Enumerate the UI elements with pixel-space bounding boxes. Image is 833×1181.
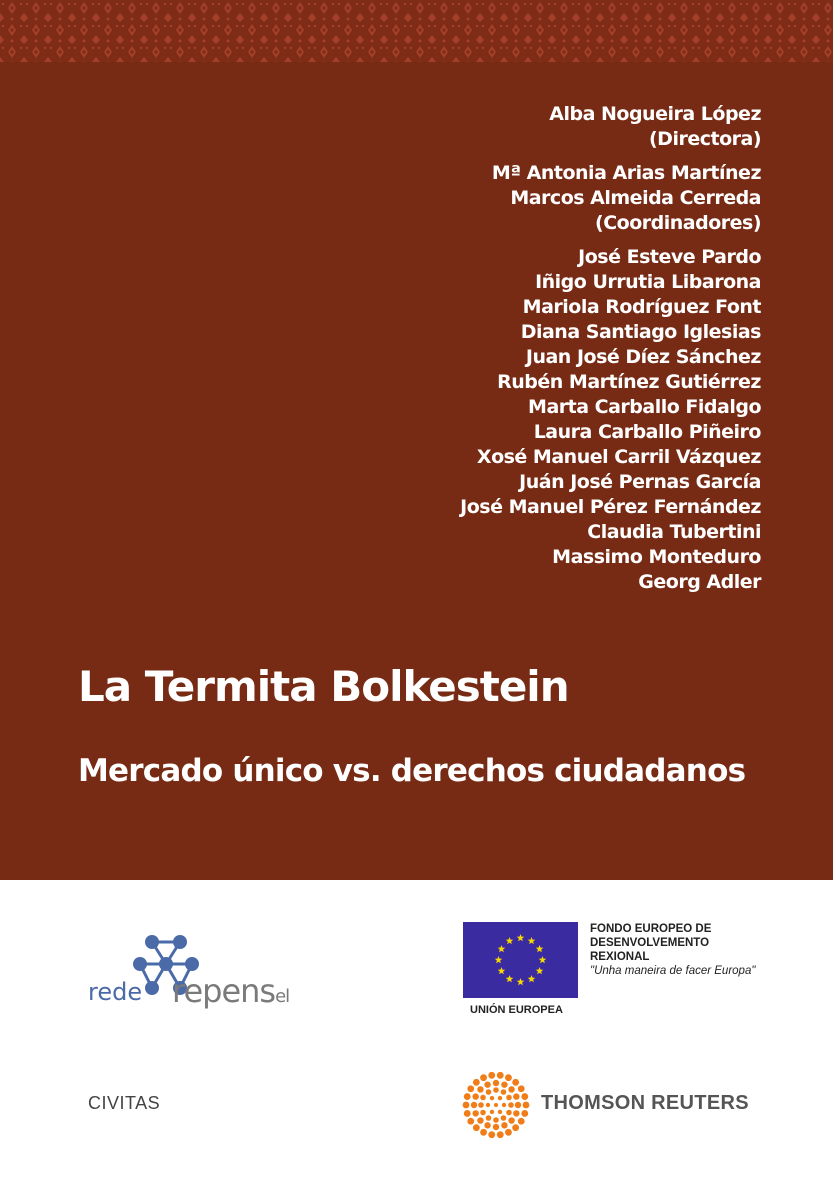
author-name: José Esteve Pardo: [578, 246, 761, 268]
thomson-reuters-label: THOMSON REUTERS: [541, 1092, 749, 1114]
director-role: (Directora): [649, 128, 761, 150]
author-name: Xosé Manuel Carril Vázquez: [476, 446, 761, 468]
author-name: Diana Santiago Iglesias: [520, 321, 761, 343]
coordinators-role: (Coordinadores): [595, 212, 761, 234]
author-name: Laura Carballo Piñeiro: [533, 421, 761, 443]
eu-caption: UNIÓN EUROPEA: [470, 1004, 563, 1016]
civitas-label: CIVITAS: [88, 1093, 161, 1113]
eu-star-icon: [498, 945, 506, 952]
eu-star-icon: [528, 975, 536, 982]
eu-flag-icon: [463, 922, 578, 998]
author-name: Mariola Rodríguez Font: [522, 296, 761, 318]
author-name: Juan José Díez Sánchez: [525, 346, 761, 368]
author-name: Rubén Martínez Gutiérrez: [497, 371, 761, 393]
eu-star-icon: [495, 956, 503, 963]
eu-star-icon: [506, 975, 514, 982]
eu-star-icon: [539, 956, 547, 963]
author-name: Claudia Tubertini: [587, 521, 761, 543]
eu-star-icon: [517, 934, 525, 941]
eu-star-icon: [506, 937, 514, 944]
author-name: Massimo Monteduro: [552, 546, 761, 568]
book-title: La Termita Bolkestein: [78, 662, 569, 711]
author-name: Georg Adler: [638, 571, 761, 593]
author-name: Marta Carballo Fidalgo: [528, 396, 761, 418]
authors-list: [460, 102, 761, 595]
eu-star-icon: [517, 978, 525, 985]
decorative-pattern-band: [0, 0, 833, 66]
author-name: José Manuel Pérez Fernández: [460, 496, 761, 518]
rede-repensel-logo: [88, 930, 348, 1020]
repensel-label: repensel: [172, 972, 290, 1010]
eu-star-icon: [498, 967, 506, 974]
eu-star-icon: [536, 945, 544, 952]
book-subtitle: Mercado único vs. derechos ciudadanos: [78, 753, 746, 789]
coordinator-name: Mª Antonia Arias Martínez: [491, 162, 761, 184]
author-name: Iñigo Urrutia Libarona: [535, 271, 761, 293]
eu-star-icon: [536, 967, 544, 974]
author-name: Juán José Pernas García: [519, 471, 761, 493]
director-name: Alba Nogueira López: [549, 103, 761, 125]
rede-label: rede: [88, 978, 143, 1006]
eu-star-icon: [528, 937, 536, 944]
coordinator-name: Marcos Almeida Cerreda: [510, 187, 761, 209]
thomson-reuters-logo-icon: [460, 1070, 532, 1140]
fund-description: FONDO EUROPEO DE DESENVOLVEMENTO REXIONAL "Unha maneira de facer Europa": [590, 923, 756, 977]
